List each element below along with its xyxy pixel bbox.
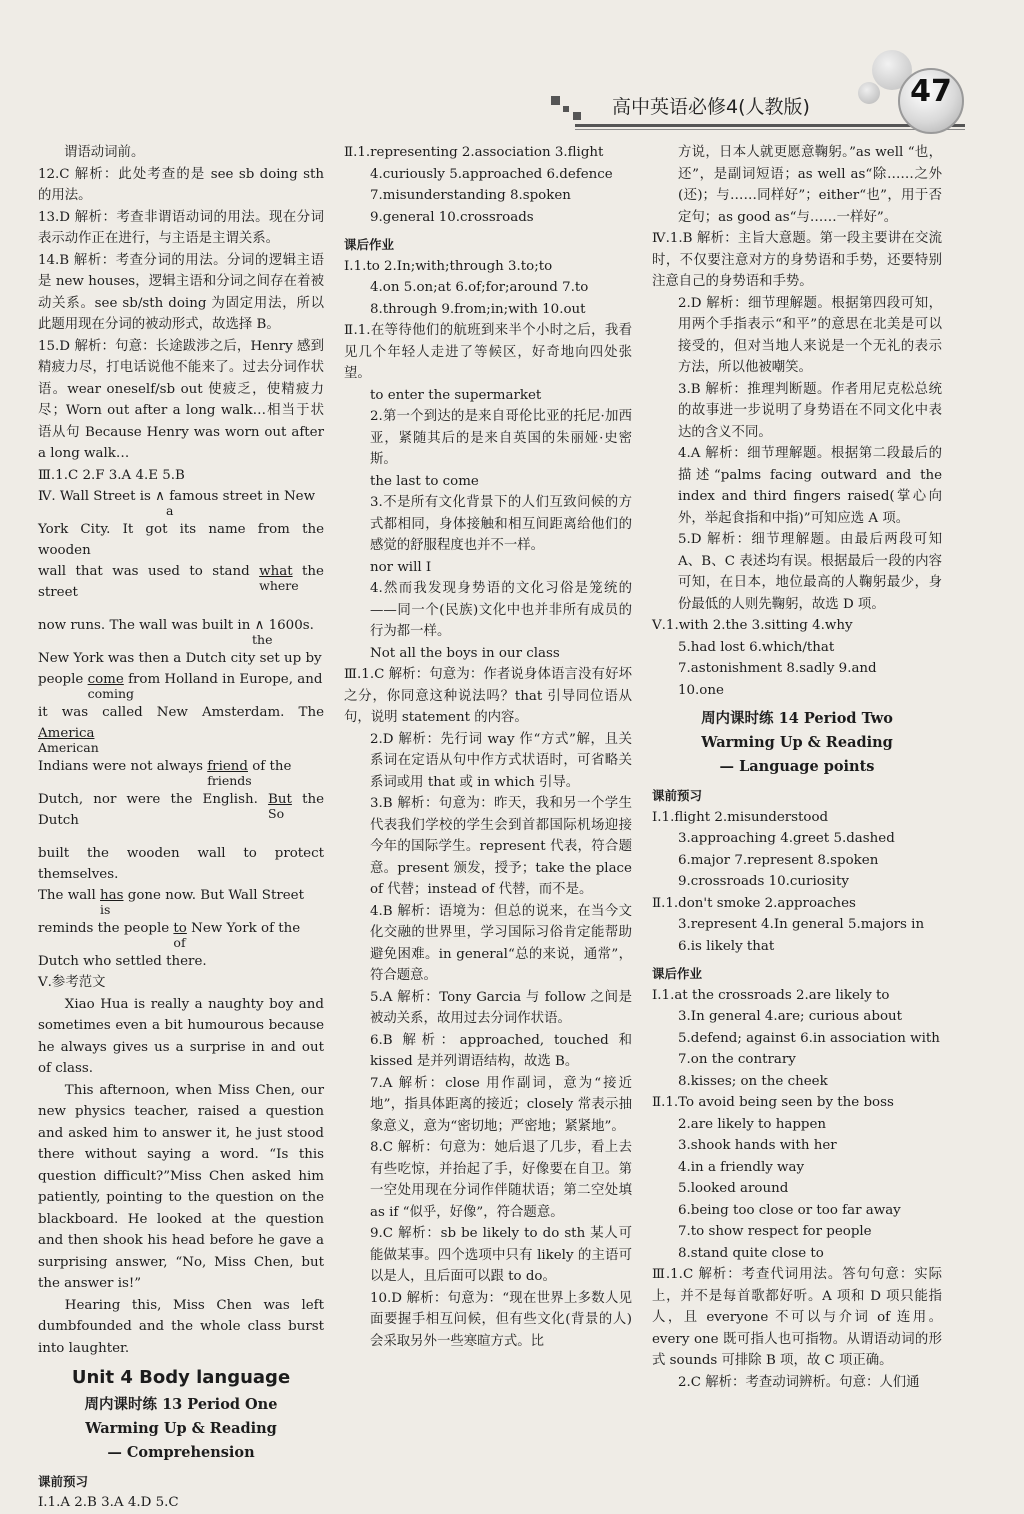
corr-wrong: friend <box>207 759 248 774</box>
answer-item: 13.D 解析：考查非谓语动词的用法。现在分词表示动作正在进行，与主语是主谓关系。 <box>38 209 324 246</box>
answer-item: 8.C 解析：句意为：她后退了几步，看上去有些吃惊，并抬起了手，好像要在自卫。第一空处用现在分词作伴随状语；第二空处填 as if “似乎，好像”，符合题意。 <box>370 1140 632 1220</box>
answer-item: 3.B 解析：推理判断题。作者用尼克松总统的故事进一步说明了身势语在不同文化中表达的含义不同。 <box>678 381 942 440</box>
answer-line: 9.general 10.crossroads <box>370 209 534 225</box>
homework-heading: 课后作业 <box>652 966 703 981</box>
answer-key: to enter the supermarket <box>370 387 542 403</box>
answer-item: 5.D 解析：细节理解题。由最后两段可知 A、B、C 表述均有误。根据最后一段的内容可知，在日本，地位最高的人鞠躬最少，身份最低的人则先鞠躬，故选 D 项。 <box>678 532 942 612</box>
corr-text: wall that was used to stand <box>38 564 250 579</box>
answer-item: Ⅲ.1.C 2.F 3.A 4.E 5.B <box>38 467 185 483</box>
answer-line: 5.defend; against 6.in association with <box>678 1030 940 1046</box>
corr-fix: American <box>38 740 99 755</box>
corr-wrong: America <box>38 726 95 741</box>
answer-line: Ⅰ.1.A 2.B 3.A 4.D 5.C <box>38 1495 179 1510</box>
answer-item: 15.D 解析：句意：长途跋涉之后，Henry 感到精疲力尽，打电话说他不能来了。过去分词作状语。wear oneself/sb out 使疲乏，使精疲力尽；Worn out after a long walk…相当于状语从句 Because Henry was worn out after a long walk… <box>38 338 324 461</box>
answer-line: 6.being too close or too far away <box>678 1202 901 1218</box>
answer-item: 2.C 解析：考查动词辨析。句意：人们通 <box>678 1374 920 1390</box>
answer-line: 谓语动词前。 <box>64 145 145 160</box>
corr-fix: coming <box>87 686 135 701</box>
essay-heading: Ⅴ.参考范文 <box>38 975 106 990</box>
corr-word <box>268 789 292 821</box>
corr-word <box>173 918 187 950</box>
corr-fix: is <box>100 902 111 917</box>
answer-item: 9.C 解析：sb be likely to do sth 某人可能做某事。四个选项中只有 likely 的主语可以是人，且后面可以跟 to do。 <box>370 1226 632 1284</box>
corr-line: built the wooden wall to protect themselves. <box>38 846 324 882</box>
answer-line: 7.to show respect for people <box>678 1224 872 1239</box>
answer-item: 4.然而我发现身势语的文化习俗是笼统的——同一个(民族)文化中也并非所有成员的行为都一样。 <box>370 581 632 639</box>
decor-square <box>563 106 569 112</box>
answer-line: Ⅴ.1.with 2.the 3.sitting 4.why <box>652 618 853 633</box>
corr-wrong: But <box>268 792 292 807</box>
section-title: Warming Up & Reading <box>701 734 893 751</box>
answer-key: the last to come <box>370 473 479 489</box>
answer-item: Ⅳ.1.B 解析：主旨大意题。第一段主要讲在交流时，不仅要注意对方的身势语和手势，还要特别注意自己的身势语和手势。 <box>652 231 942 289</box>
answer-item: 4.A 解析：细节理解题。根据第二段最后的描述“palms facing outward and the index and third fingers raised(掌心向外，举起食指和中指)”可知应选 A 项。 <box>678 446 942 526</box>
corr-text: from Holland in Europe, and <box>128 672 323 687</box>
corr-word <box>100 885 124 917</box>
essay-paragraph: Xiao Hua is really a naughty boy and sometimes even a bit humourous because he always gives us a surprise in and out of class. <box>38 996 324 1076</box>
answer-line: 4.on 5.on;at 6.of;for;around 7.to <box>370 280 589 295</box>
book-title: 高中英语必修4(人教版) <box>612 96 810 118</box>
answer-item: 2.D 解析：细节理解题。根据第四段可知，用两个手指表示“和平”的意思在北美是可以接受的，但对当地人来说是一个无礼的表示方法，所以他被嘲笑。 <box>678 295 942 375</box>
corr-text: New York of the <box>191 921 301 936</box>
answer-line: 4.curiously 5.approached 6.defence <box>370 166 613 182</box>
answer-item: Ⅲ.1.C 解析：考查代词用法。答句句意：实际上，并不是每首歌都好听。A 项和 D 项只能指人，且 everyone 不可以与介词 of 连用。every one 既可指人也可指物。从谓语动词的形式 sounds 可排除 B 项，故 C 项正确。 <box>652 1267 942 1368</box>
corr-line: Dutch who settled there. <box>38 954 207 969</box>
essay-paragraph: This afternoon, when Miss Chen, our new physics teacher, raised a question and asked him to answer it, he just stood there without saying a word. “Is this question difficult?”Miss Chen asked him patiently, pointing to the question on the blackboard. He looked at the question and then shook his head before he gave a surprising answer, “No, Miss Chen, but the answer is!” <box>38 1082 324 1291</box>
decor-square <box>573 112 581 120</box>
column-left <box>38 142 324 1514</box>
answer-line: 2.are likely to happen <box>678 1116 827 1132</box>
corr-fix: where <box>259 578 299 593</box>
corr-fix: So <box>268 806 285 821</box>
answer-line: Ⅰ.1.to 2.In;with;through 3.to;to <box>344 258 553 274</box>
corr-line <box>38 615 314 647</box>
corr-line: New York was then a Dutch city set up by <box>38 651 322 666</box>
corr-wrong: has <box>100 888 124 903</box>
answer-key: nor will I <box>370 559 432 575</box>
corr-text: Ⅳ. Wall Street is ∧ famous street in New <box>38 489 316 504</box>
corr-word <box>207 756 252 788</box>
corr-word <box>38 723 99 755</box>
answer-item: 2.D 解析：先行词 way 作“方式”解，且关系词在定语从句中作方式状语时，可省略关系词或用 that 或 in which 引导。 <box>370 731 632 790</box>
answer-continued: 方说，日本人就更愿意鞠躬。”as well “也，还”，是副词短语；as well as“除……之外(还)；与……同样好”；either“也”，用于否定句；as good as“与……一样好”。 <box>678 145 942 225</box>
page-header <box>0 0 1024 140</box>
answer-line: 3.shook hands with her <box>678 1138 837 1153</box>
answer-line: 7.misunderstanding 8.spoken <box>370 188 571 203</box>
corr-word <box>259 561 299 593</box>
essay-paragraph: Hearing this, Miss Chen was left dumbfounded and the whole class burst into laughter. <box>38 1297 324 1356</box>
corr-line: York City. It got its name from the wooden <box>38 522 324 558</box>
preview-heading: 课前预习 <box>38 1473 89 1489</box>
corr-text: people <box>38 672 84 687</box>
corr-word <box>87 669 135 701</box>
corr-text: The wall <box>38 888 96 903</box>
answer-line: 7.astonishment 8.sadly 9.and <box>678 661 877 676</box>
answer-item: 3.B 解析：句意为：昨天，我和另一个学生代表我们学校的学生会到首都国际机场迎接今年的国际学生。represent 代表，符合题意。present 颁发，授予；take the place of 代替；instead of 代替，而不是。 <box>370 796 632 897</box>
corr-line <box>38 486 316 518</box>
unit-title: Unit 4 Body language <box>71 1367 291 1388</box>
answer-key: Not all the boys in our class <box>370 645 560 661</box>
corr-text: the Dutch <box>38 792 325 828</box>
answer-line: 5.had lost 6.which/that <box>678 639 835 655</box>
corr-text: of the <box>252 759 292 774</box>
answer-line: 6.is likely that <box>678 938 775 954</box>
answer-item: 6.B 解析：approached, touched 和 kissed 是并列谓语结构，故选 B。 <box>370 1032 632 1069</box>
answer-item: 2.第一个到达的是来自哥伦比亚的托尼·加西亚，紧随其后的是来自英国的朱丽娅·史密斯。 <box>370 409 632 467</box>
decor-square <box>551 96 560 105</box>
header-rule <box>575 124 965 127</box>
corr-insert: the <box>252 632 273 647</box>
answer-item: 3.不是所有文化背景下的人们互致问候的方式都相同，身体接触和相互间距离给他们的感觉的舒服程度也并不一样。 <box>370 495 632 553</box>
preview-heading: 课前预习 <box>652 788 703 803</box>
answer-line: 6.major 7.represent 8.spoken <box>678 852 879 868</box>
answer-line: 8.kisses; on the cheek <box>678 1073 828 1089</box>
corr-text: Dutch, nor were the English. <box>38 792 258 807</box>
answer-line: Ⅰ.1.at the crossroads 2.are likely to <box>652 987 890 1003</box>
corr-text: reminds the people <box>38 921 170 936</box>
answer-line: 9.crossroads 10.curiosity <box>678 874 849 889</box>
decor-bubble <box>858 82 880 104</box>
answer-line: 5.looked around <box>678 1181 789 1196</box>
answer-line: 10.one <box>678 682 724 698</box>
answer-line: 8.stand quite close to <box>678 1245 824 1261</box>
answer-line: Ⅱ.1.representing 2.association 3.flight <box>344 145 604 160</box>
answer-line: Ⅱ.1.don't smoke 2.approaches <box>652 895 856 911</box>
corr-wrong: what <box>259 564 293 579</box>
corr-text: Indians were not always <box>38 759 203 774</box>
corr-insert: a <box>166 503 174 518</box>
column-right <box>652 142 942 1393</box>
corr-fix: of <box>173 935 186 950</box>
answer-line: 3.In general 4.are; curious about <box>678 1009 903 1024</box>
answer-line: Ⅰ.1.flight 2.misunderstood <box>652 809 829 825</box>
answer-item: 12.C 解析：此处考查的是 see sb doing sth 的用法。 <box>38 166 324 203</box>
page-number: 47 <box>910 74 952 109</box>
answer-line: 4.in a friendly way <box>678 1159 805 1175</box>
corr-text: the street <box>38 564 324 600</box>
answer-line: 7.on the contrary <box>678 1052 796 1067</box>
answer-item: Ⅲ.1.C 解析：句意为：作者说身体语言没有好坏之分，你同意这种说法吗？that 引导同位语从句，说明 statement 的内容。 <box>344 667 632 725</box>
corr-text: gone now. But Wall Street <box>127 888 304 903</box>
answer-item: Ⅱ.1.在等待他们的航班到来半个小时之后，我看见几个年轻人走进了等候区，好奇地向四处张望。 <box>344 323 632 381</box>
answer-item: 5.A 解析：Tony Garcia 与 follow 之间是被动关系，故用过去分词作状语。 <box>370 989 632 1026</box>
answer-item: 4.B 解析：语境为：但总的说来，在当今文化交融的世界里，学习国际习俗肯定能帮助避免困难。in general“总的来说，通常”，符合题意。 <box>370 903 632 983</box>
answer-item: 7.A 解析：close 用作副词，意为“接近地”，指具体距离的接近；closely 常表示抽象意义，意为“密切地；严密地；紧紧地”。 <box>370 1075 632 1134</box>
column-middle <box>344 142 632 1352</box>
header-rule-thin <box>575 129 965 130</box>
section-title: — Comprehension <box>107 1443 255 1461</box>
section-title: — Language points <box>719 758 875 775</box>
corr-text: now runs. The wall was built in ∧ 1600s. <box>38 618 314 633</box>
error-correction <box>38 486 324 972</box>
answer-item: 14.B 解析：考查分词的用法。分词的逻辑主语是 new houses，逻辑主语和分词之间存在着被动关系。see sb/sth doing 为固定用法，所以此题用现在分词的被动形式，故选择 B。 <box>38 252 324 332</box>
homework-heading: 课后作业 <box>344 237 395 252</box>
section-title: 周内课时练 13 Period One <box>84 1395 278 1413</box>
answer-line: 3.represent 4.In general 5.majors in <box>678 917 925 932</box>
corr-wrong: to <box>173 921 187 936</box>
answer-line: Ⅱ.1.To avoid being seen by the boss <box>652 1095 894 1110</box>
answer-line: 3.approaching 4.greet 5.dashed <box>678 831 895 846</box>
section-title: Warming Up & Reading <box>85 1419 277 1437</box>
answer-line: 8.through 9.from;in;with 10.out <box>370 301 586 317</box>
corr-fix: friends <box>207 773 252 788</box>
corr-wrong: come <box>87 672 124 687</box>
section-title: 周内课时练 14 Period Two <box>701 710 893 727</box>
corr-text: it was called New Amsterdam. The <box>38 705 324 720</box>
answer-item: 10.D 解析：句意为：“现在世界上多数人见面要握手相互问候，但有些文化(背景的人)会采取另外一些寒暄方式。比 <box>370 1290 632 1349</box>
